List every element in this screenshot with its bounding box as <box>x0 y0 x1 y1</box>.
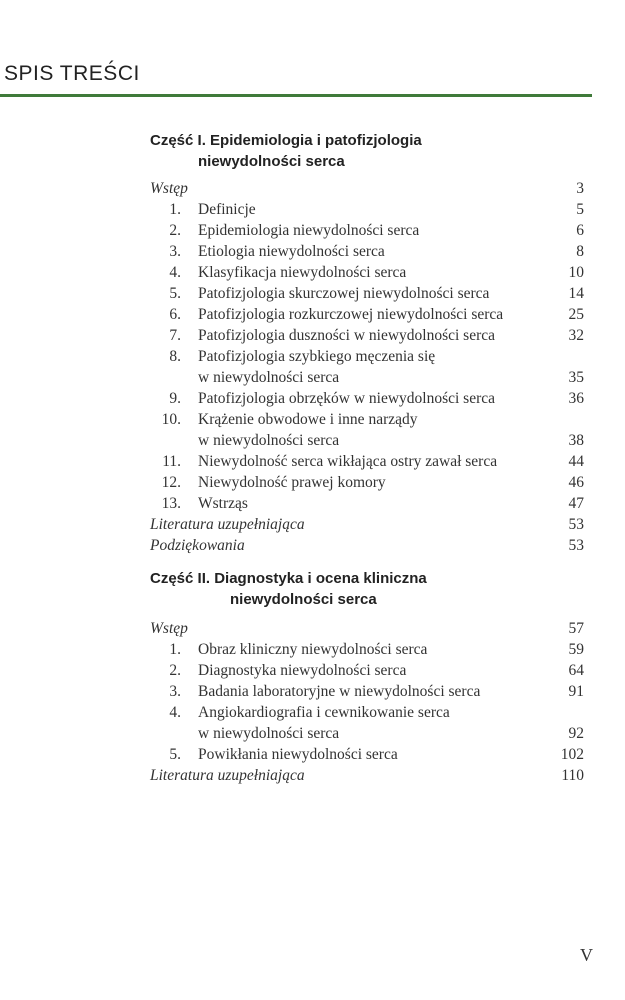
entry-title: Klasyfikacja niewydolności serca <box>198 264 407 281</box>
entry-page: 46 <box>568 474 584 491</box>
entry-page: 36 <box>568 390 584 407</box>
toc-entry[interactable] <box>150 200 584 220</box>
entry-page: 6 <box>576 222 584 239</box>
toc-entry[interactable] <box>150 745 584 765</box>
entry-title: Patofizjologia duszności w niewydolności serca <box>198 327 496 344</box>
entry-title: Badania laboratoryjne w niewydolności serca <box>198 683 481 700</box>
entry-page: 59 <box>568 641 584 658</box>
toc-entry[interactable] <box>150 682 584 702</box>
entry-title: Wstęp <box>150 620 188 637</box>
entry-page: 38 <box>568 432 584 449</box>
entry-title: Niewydolność serca wikłająca ostry zawał serca <box>198 453 498 470</box>
entry-number: 3. <box>169 683 181 700</box>
entry-title: Angiokardiografia i cewnikowanie serca <box>198 704 450 721</box>
entry-title: Podziękowania <box>150 537 245 554</box>
entry-title: Literatura uzupełniająca <box>150 767 305 784</box>
entry-title: Patofizjologia skurczowej niewydolności serca <box>198 285 490 302</box>
entry-title: Diagnostyka niewydolności serca <box>198 662 407 679</box>
part-1-heading-line1: Część I. Epidemiologia i patofizjologia <box>150 132 422 149</box>
entry-page: 35 <box>568 369 584 386</box>
toc-entry[interactable] <box>150 263 584 283</box>
entry-page: 64 <box>568 662 584 679</box>
entry-number: 4. <box>169 264 181 281</box>
toc-entry[interactable] <box>150 640 584 660</box>
toc-entry[interactable] <box>150 473 584 493</box>
toc-entry[interactable] <box>150 452 584 472</box>
entry-number: 13. <box>161 495 181 512</box>
entry-number: 7. <box>169 327 181 344</box>
entry-number: 5. <box>169 746 181 763</box>
toc-entry[interactable] <box>150 221 584 241</box>
part-1-heading-line2: niewydolności serca <box>198 153 345 170</box>
part-1-heading <box>150 130 584 172</box>
entry-number: 1. <box>169 201 181 218</box>
entry-title: Patofizjologia szybkiego męczenia się <box>198 348 436 365</box>
entry-page: 44 <box>568 453 584 470</box>
page-title: SPIS TREŚCI <box>4 62 140 85</box>
entry-title: Etiologia niewydolności serca <box>198 243 385 260</box>
entry-title: Powikłania niewydolności serca <box>198 746 398 763</box>
entry-title-continued: w niewydolności serca <box>198 369 340 386</box>
entry-page: 53 <box>568 537 584 554</box>
entry-title: Patofizjologia rozkurczowej niewydolności serca <box>198 306 504 323</box>
entry-page: 91 <box>568 683 584 700</box>
toc-entry[interactable] <box>150 326 584 346</box>
part-2-heading-line2: niewydolności serca <box>230 591 377 608</box>
entry-number: 12. <box>161 474 181 491</box>
toc-entry-intro[interactable] <box>150 179 584 199</box>
toc-entry-continuation[interactable] <box>150 368 584 388</box>
entry-page: 57 <box>568 620 584 637</box>
page-number: V <box>580 945 593 965</box>
toc-entry-acknowledgements[interactable] <box>150 536 584 556</box>
entry-number: 3. <box>169 243 181 260</box>
toc-entry-continuation[interactable] <box>150 431 584 451</box>
entry-number: 10. <box>161 411 181 428</box>
toc-entry[interactable] <box>150 347 584 367</box>
entry-title-continued: w niewydolności serca <box>198 432 340 449</box>
entry-title: Wstrząs <box>198 495 248 512</box>
entry-number: 2. <box>169 222 181 239</box>
entry-title: Wstęp <box>150 180 188 197</box>
toc-part-2 <box>150 568 584 784</box>
entry-page: 8 <box>576 243 584 260</box>
entry-title: Obraz kliniczny niewydolności serca <box>198 641 428 658</box>
toc-entry-literature[interactable] <box>150 515 584 535</box>
entry-title: Patofizjologia obrzęków w niewydolności serca <box>198 390 495 407</box>
toc-entry[interactable] <box>150 284 584 304</box>
entry-number: 9. <box>169 390 181 407</box>
entry-number: 8. <box>169 348 181 365</box>
toc-entry-intro[interactable] <box>150 619 584 639</box>
header-divider <box>0 94 592 97</box>
entry-number: 6. <box>169 306 181 323</box>
toc-entry-continuation[interactable] <box>150 724 584 744</box>
entry-page: 32 <box>568 327 584 344</box>
entry-number: 11. <box>162 453 181 470</box>
toc-entry[interactable] <box>150 305 584 325</box>
entry-page: 5 <box>576 201 584 218</box>
entry-number: 1. <box>169 641 181 658</box>
entry-title: Epidemiologia niewydolności serca <box>198 222 420 239</box>
entry-number: 5. <box>169 285 181 302</box>
toc-entry[interactable] <box>150 242 584 262</box>
entry-page: 10 <box>568 264 584 281</box>
entry-title: Definicje <box>198 201 256 218</box>
entry-title: Krążenie obwodowe i inne narządy <box>198 411 418 428</box>
entry-page: 92 <box>568 725 584 742</box>
part-2-heading <box>150 568 584 610</box>
toc-entry[interactable] <box>150 494 584 514</box>
entry-title-continued: w niewydolności serca <box>198 725 340 742</box>
toc-entry[interactable] <box>150 410 584 430</box>
entry-page: 47 <box>568 495 584 512</box>
entry-page: 102 <box>560 746 584 763</box>
entry-page: 14 <box>568 285 584 302</box>
toc-entry-literature[interactable] <box>150 766 584 786</box>
entry-page: 53 <box>568 516 584 533</box>
toc-part-1 <box>150 130 584 554</box>
entry-number: 4. <box>169 704 181 721</box>
entry-title: Literatura uzupełniająca <box>150 516 305 533</box>
entry-page: 3 <box>576 180 584 197</box>
entry-title: Niewydolność prawej komory <box>198 474 386 491</box>
entry-number: 2. <box>169 662 181 679</box>
entry-page: 110 <box>561 767 584 784</box>
part-2-heading-line1: Część II. Diagnostyka i ocena kliniczna <box>150 570 427 587</box>
entry-page: 25 <box>568 306 584 323</box>
toc-entry[interactable] <box>150 389 584 409</box>
toc-entry[interactable] <box>150 703 584 723</box>
toc-entry[interactable] <box>150 661 584 681</box>
